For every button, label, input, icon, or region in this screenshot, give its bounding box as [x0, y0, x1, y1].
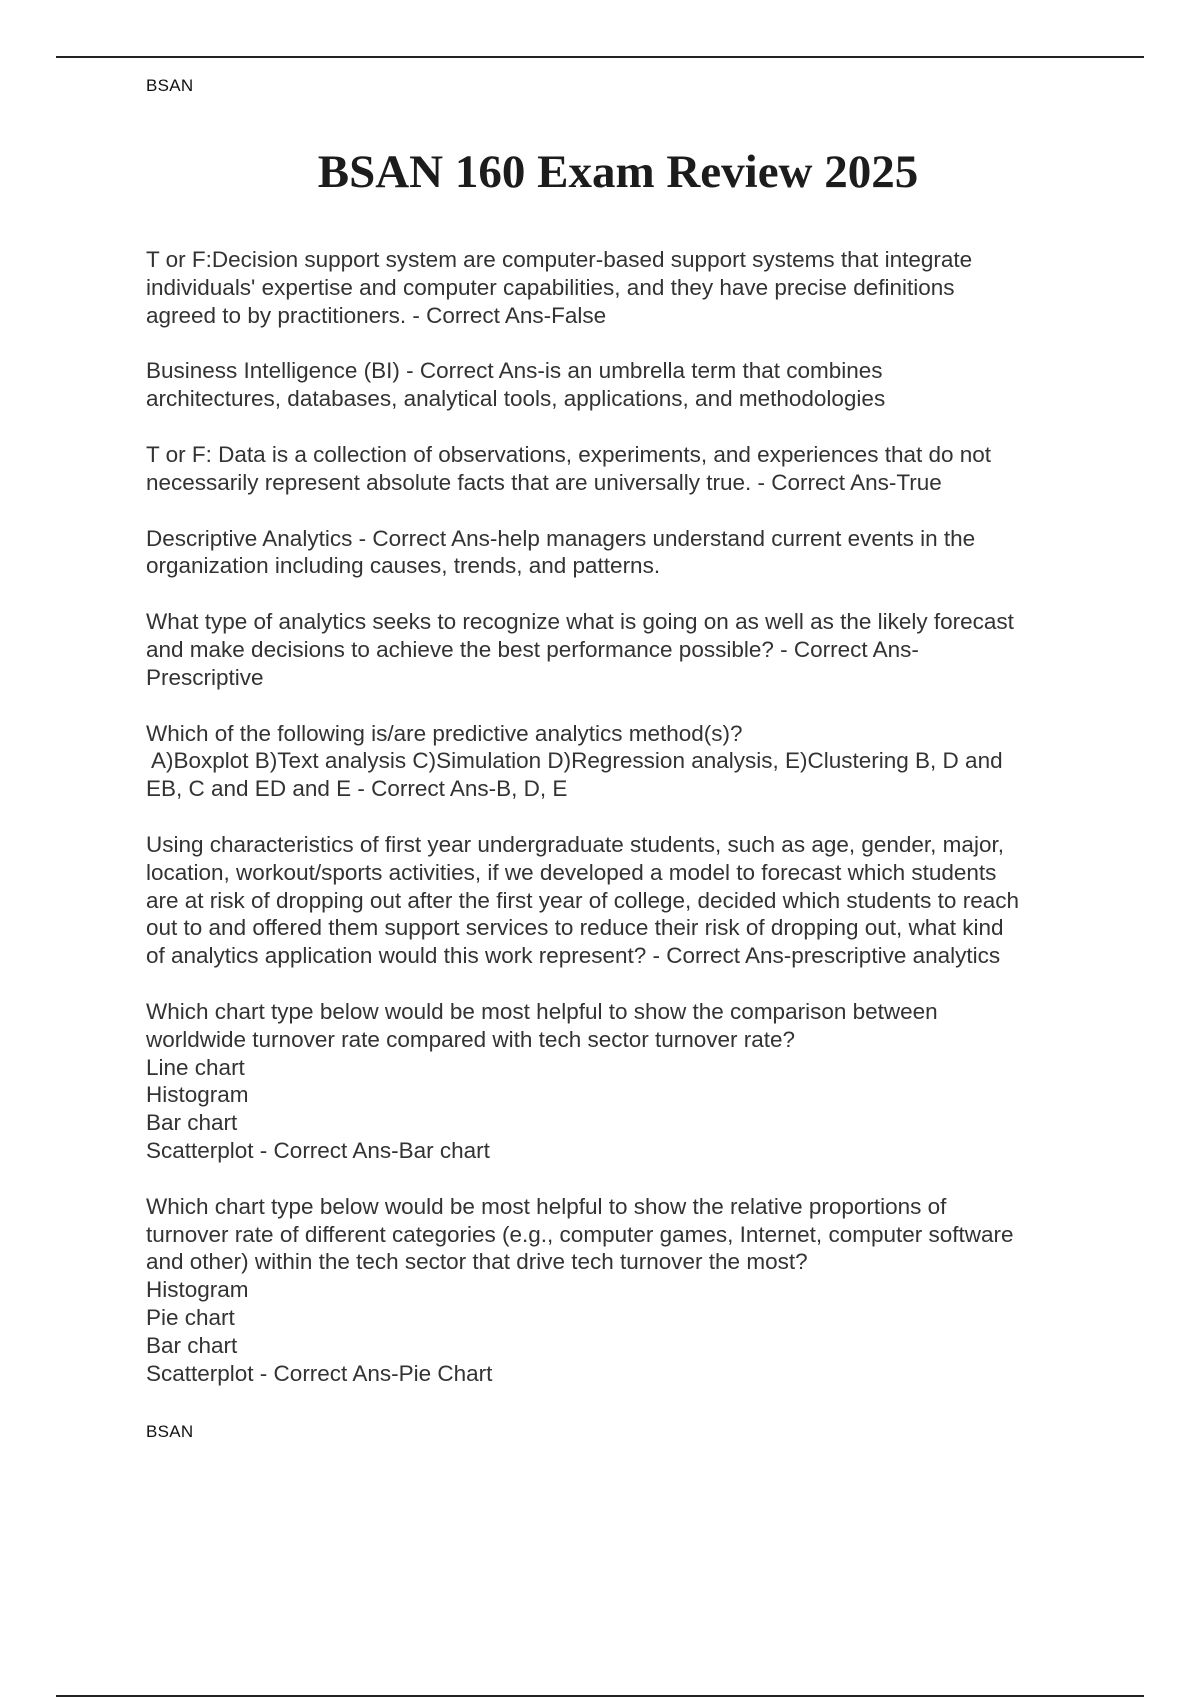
qa-text-line: Line chart: [146, 1054, 245, 1080]
qa-text-line: Descriptive Analytics - Correct Ans-help managers understand current events in the: [146, 525, 976, 551]
qa-entry: [146, 608, 1106, 691]
qa-text-line: Which chart type below would be most helpful to show the relative proportions of: [146, 1193, 947, 1219]
qa-text-line: T or F: Data is a collection of observations, experiments, and experiences that do not: [146, 441, 992, 467]
qa-text-line: organization including causes, trends, and patterns.: [146, 553, 661, 579]
qa-entry: [146, 357, 1106, 413]
qa-text-line: of analytics application would this work represent? - Correct Ans-prescriptive analytics: [146, 943, 1001, 969]
qa-text-line: location, workout/sports activities, if we developed a model to forecast which students: [146, 859, 997, 885]
qa-text-line: T or F:Decision support system are computer-based support systems that integrate: [146, 247, 973, 272]
qa-entry: [146, 441, 1106, 497]
footer-rule: [56, 1695, 1144, 1697]
qa-text-line: What type of analytics seeks to recognize what is going on as well as the likely forecast: [146, 609, 1014, 635]
qa-text-line: A)Boxplot B)Text analysis C)Simulation D)Regression analysis, E)Clustering B, D and: [146, 748, 1003, 774]
qa-entry: [146, 525, 1106, 581]
qa-text-line: Scatterplot - Correct Ans-Pie Chart: [146, 1360, 493, 1386]
qa-text-line: Bar chart: [146, 1110, 238, 1136]
qa-text-line: Histogram: [146, 1277, 249, 1303]
qa-text-line: Business Intelligence (BI) - Correct Ans-is an umbrella term that combines: [146, 358, 883, 384]
qa-entry: [146, 998, 1106, 1165]
qa-text-line: individuals' expertise and computer capabilities, and they have precise definitions: [146, 274, 955, 300]
qa-text-line: architectures, databases, analytical tools, applications, and methodologies: [146, 386, 886, 412]
qa-text-line: are at risk of dropping out after the first year of college, decided which students to reach: [146, 887, 1019, 913]
qa-text-line: EB, C and ED and E - Correct Ans-B, D, E: [146, 776, 568, 802]
qa-list: [146, 246, 1106, 1415]
qa-text-line: Which chart type below would be most helpful to show the comparison between: [146, 998, 938, 1024]
qa-text-line: and other) within the tech sector that drive tech turnover the most?: [146, 1249, 808, 1275]
running-footer: BSAN: [146, 1422, 194, 1441]
qa-text-line: Using characteristics of first year undergraduate students, such as age, gender, major,: [146, 831, 1004, 857]
qa-entry: [146, 831, 1106, 970]
qa-text-line: Histogram: [146, 1082, 249, 1108]
qa-entry: [146, 720, 1106, 803]
qa-text-line: Which of the following is/are predictive analytics method(s)?: [146, 720, 743, 746]
running-header: BSAN: [146, 76, 194, 95]
qa-entry: [146, 1193, 1106, 1388]
qa-text-line: necessarily represent absolute facts that are universally true. - Correct Ans-True: [146, 469, 942, 495]
qa-text-line: worldwide turnover rate compared with tech sector turnover rate?: [146, 1026, 796, 1052]
qa-text-line: and make decisions to achieve the best performance possible? - Correct Ans-: [146, 636, 919, 662]
header-rule: [56, 56, 1144, 58]
qa-text-line: out to and offered them support services to reduce their risk of dropping out, what kind: [146, 915, 1004, 941]
qa-text-line: Bar chart: [146, 1332, 238, 1358]
qa-text-line: Scatterplot - Correct Ans-Bar chart: [146, 1137, 490, 1163]
qa-text-line: agreed to by practitioners. - Correct Ans-False: [146, 302, 607, 328]
page-title: BSAN 160 Exam Review 2025: [317, 146, 919, 198]
qa-text-line: turnover rate of different categories (e.g., computer games, Internet, computer software: [146, 1221, 1014, 1247]
qa-text-line: Pie chart: [146, 1304, 235, 1330]
qa-text-line: Prescriptive: [146, 664, 264, 690]
qa-entry: [146, 246, 1106, 329]
